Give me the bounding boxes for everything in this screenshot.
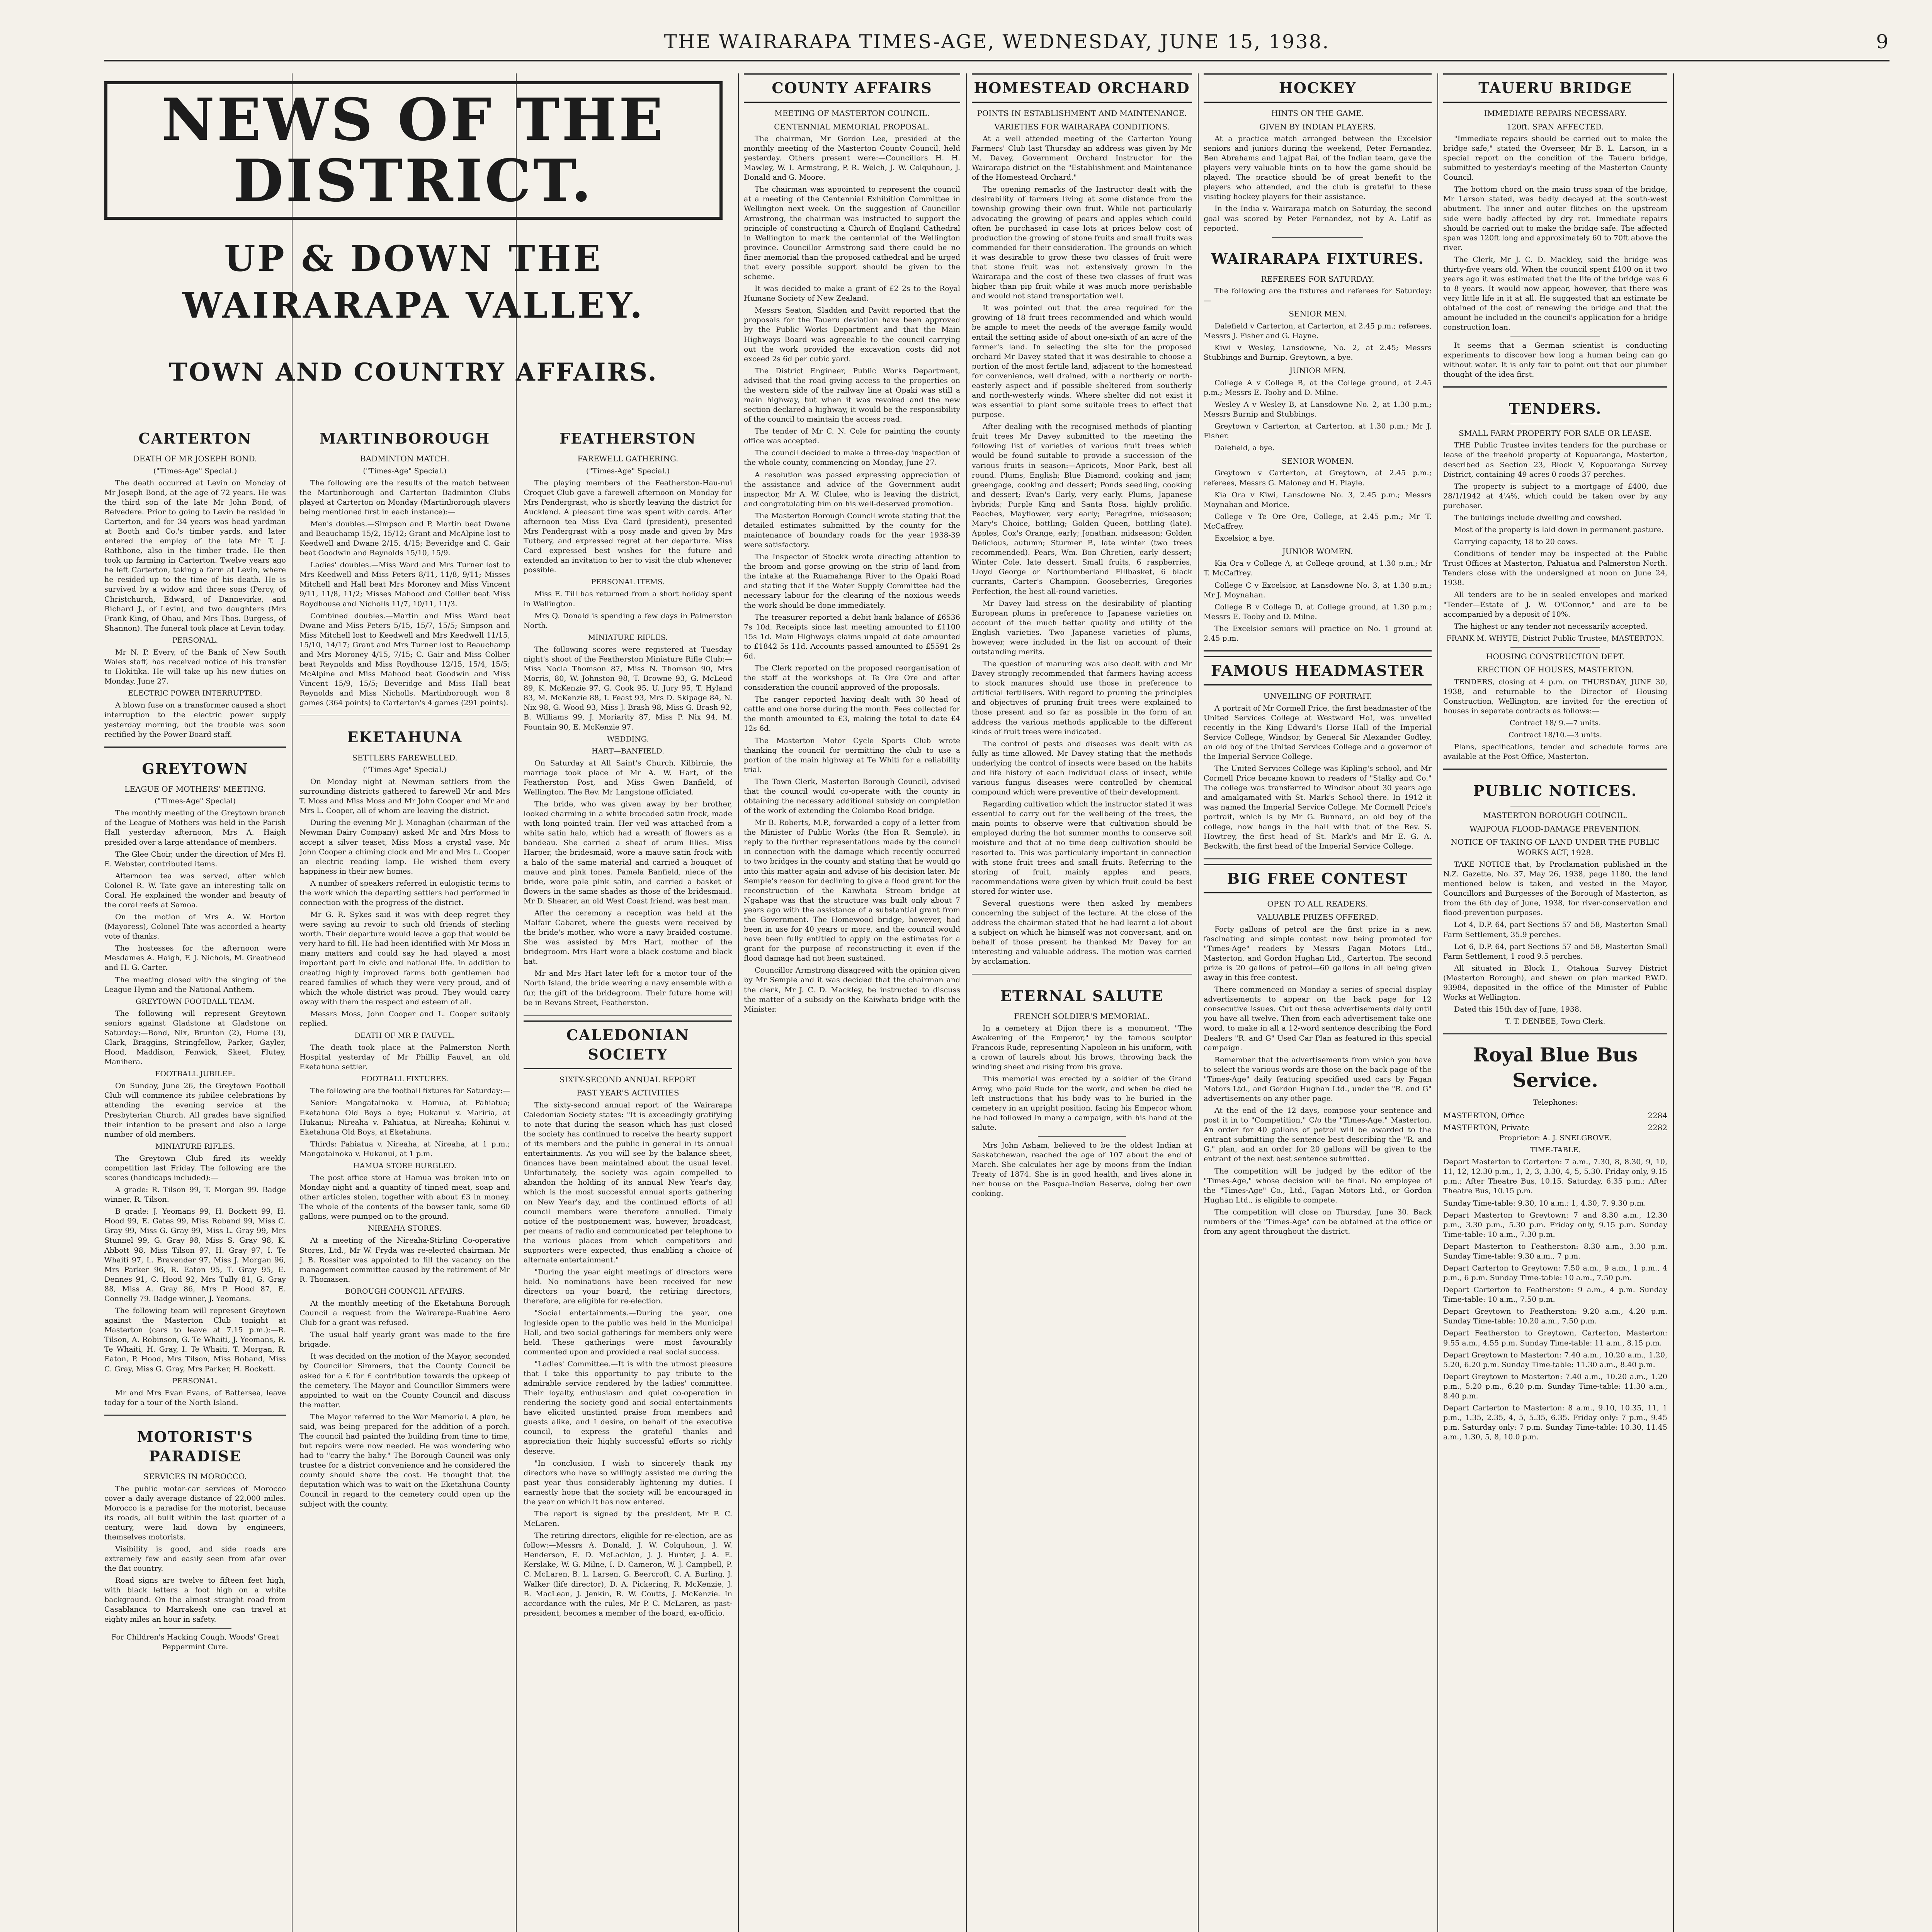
carterton-para: The death occurred at Levin on Monday of Mr Joseph Bond, at the age of 72 years. He was the third son of the late Mr John Bond, of Belvedere. Prior to going to Levin he resided in Carterton, and for 34 years was head yardman at Booth and Co.'s timber yards, and later entered the employ of the late Mr T. J. Rathbone, also in the timber trade. He then took up farming in Carterton. Twelve years ago he left Carterton, taking a farm at Levin, where he resided up to the time of his death. He is survived by a widow and three sons (Percy, of Christchurch, Edward, of Dannevirke, and Richard J., of Levin), and two daughters (Mrs Frank King, of Ohau, and Mrs Thos. Burgess, of Shannon). The funeral took place at Levin today. xyxy=(104,478,286,633)
housing-ad-para: Plans, specifications, tender and schedule forms are available at the Post Office, Masterton. xyxy=(1443,743,1667,761)
farm-ad-para: THE Public Trustee invites tenders for the purchase or lease of the freehold property at Kopuaranga, Masterton, described as Section 23, Block V, Kopuaranga Survey District, containing 49 acres 0 roods 37 perches. xyxy=(1443,441,1667,479)
asham-para: Mrs John Asham, believed to be the oldest Indian at Saskatchewan, reached the age of 107 about the end of March. She calculates her age by moons from the Indian Treaty of 1874. She is in good health, and lives alone in her house on the Pasqua-Indian Reserve, doing her own cooking. xyxy=(972,1141,1192,1198)
motorist-para: Road signs are twelve to fifteen feet high, with black letters a foot high on a white background. On the almost straight road from Casablanca to Marrakesh one can travel at eighty miles an hour in safety. xyxy=(104,1576,286,1624)
greytown-para: Afternoon tea was served, after which Colonel R. W. Tate gave an interesting talk on Coral. He explained the wonder and beauty of the coral reefs at Samoa. xyxy=(104,871,286,909)
council-notice-subtitle: WAIPOUA FLOOD-DAMAGE PREVENTION. xyxy=(1469,824,1641,833)
county-para: The Clerk reported on the proposed reorganisation of the staff at the workshops at Te Ore Ore and after consideration the council approved of the proposals. xyxy=(744,664,960,692)
council-notice-subtitle-2: NOTICE OF TAKING OF LAND UNDER THE PUBLIC WORKS ACT, 1928. xyxy=(1451,837,1660,857)
eketahuna-para: Messrs Moss, John Cooper and L. Cooper suitably replied. xyxy=(299,1009,510,1028)
caledonian-para: "In conclusion, I wish to sincerely thank my directors who have so willingly assisted me during the past year thus considerably lightening my duties. I earnestly hope that the society will be encouraged in the year on which it has now entered. xyxy=(524,1459,732,1506)
eketahuna-para: At the monthly meeting of the Eketahuna Borough Council a request from the Wairarapa-Ruahine Aero Club for a grant was refused. xyxy=(299,1299,510,1327)
fixture-item: Kia Ora v College A, at College ground, at 1.30 p.m.; Mr T. McCaffrey. xyxy=(1204,559,1432,578)
county-para: The council decided to make a three-day inspection of the whole county, commencing on Monday, June 27. xyxy=(744,449,960,467)
featherston-para: The playing members of the Featherston-Hau-nui Croquet Club gave a farewell afternoon on Monday for Mrs Pendergrast, who is shortly leaving the district for Auckland. A pleasant time was spent with cards. After afternoon tea Miss Eva Card (president), presented Mrs Pendergrast with a posy made and given by Mrs Tutbery, and expressed regret at her departure. Miss Card expressed best wishes for the future and extended an invitation to her to visit the club whenever possible. xyxy=(524,478,732,575)
notices-heading: PUBLIC NOTICES. xyxy=(1473,782,1638,800)
fixture-item: The Excelsior seniors will practice on No. 1 ground at 2.45 p.m. xyxy=(1204,624,1432,643)
masthead xyxy=(104,29,1889,61)
bus-service-heading: Royal Blue Bus Service. xyxy=(1473,1043,1638,1092)
homestead-heading: HOMESTEAD ORCHARD xyxy=(972,73,1192,103)
bus-timetable-line: Sunday Time-table: 9.30, 10 a.m.; 1, 4.30, 7, 9.30 p.m. xyxy=(1443,1199,1646,1208)
farm-ad-para: Conditions of tender may be inspected at the Public Trust Offices at Masterton, Pahiatua and Palmerston North. Tenders close with the undersigned at noon on June 24, 1938. xyxy=(1443,549,1667,587)
featherston-para: Mr and Mrs Hart later left for a motor tour of the North Island, the bride wearing a navy ensemble with a fur, the gift of the bridegroom. Their future home will be in Revans Street, Featherston. xyxy=(524,969,732,1007)
homestead-para: Several questions were then asked by members concerning the subject of the lecture. At the close of the address the chairman stated that he had learnt a lot about a subject on which he himself was not conversant, and on behalf of those present he thanked Mr Davey for an interesting and valuable address. The motion was carried by acclamation. xyxy=(972,899,1192,966)
caledonian-heading: CALEDONIAN SOCIETY xyxy=(524,1020,732,1069)
bus-proprietor: Proprietor: A. J. SNELGROVE. xyxy=(1499,1134,1612,1143)
featherston-para: WEDDING. xyxy=(607,735,649,743)
eketahuna-para: NIREAHA STORES. xyxy=(368,1224,442,1233)
motorist-para: The public motor-car services of Morocco cover a daily average distance of 22,000 miles. Morocco is a paradise for the motorist, because its roads, all built within the last quarter of a century, were laid down by engineers, themselves motorists. xyxy=(104,1484,286,1541)
eternal-para: In a cemetery at Dijon there is a monument, "The Awakening of the Emperor," by the famous sculptor Francois Rude, representing Napoleon in his uniform, with a crown of laurels about his brows, throwing back the winding sheet and rising from his grave. xyxy=(972,1024,1192,1071)
housing-ad-para: Contract 18/10.—3 units. xyxy=(1508,731,1602,740)
eketahuna-para: FOOTBALL FIXTURES. xyxy=(361,1075,449,1083)
council-notice-para: Dated this 15th day of June, 1938. xyxy=(1454,1005,1582,1014)
county-para: The chairman, Mr Gordon Lee, presided at the monthly meeting of the Masterton County Council, held yesterday. Others present were:—Councillors H. H. Mawley, W. I. Armstrong, P. R. Welch, J. W. Colquhoun, J. Donald and G. Moore. xyxy=(744,134,960,182)
fixture-item: College A v College B, at the College ground, at 2.45 p.m.; Messrs E. Tooby and D. Milne. xyxy=(1204,378,1432,397)
county-para: The treasurer reported a debit bank balance of £6536 7s 10d. Receipts since last meeting amounted to £1100 15s 1d. Main Highways claims unpaid at date amounted to £1842 5s 11d. Accounts passed amounted to £5591 2s 6d. xyxy=(744,613,960,660)
bus-timetable-line: Depart Greytown to Masterton: 7.40 a.m., 10.20 a.m., 1.20, 5.20, 6.20 p.m. Sunday Time-table: 11.30 a.m., 8.40 p.m. xyxy=(1443,1350,1667,1369)
eternal-heading: ETERNAL SALUTE xyxy=(1000,987,1163,1005)
column-6 xyxy=(1204,73,1432,1932)
divider xyxy=(1443,1033,1667,1034)
homestead-para: The control of pests and diseases was dealt with as fully as time allowed. Mr Davey stating that the methods underlying the control of insects were based on the habits and life history of each individual class of insect, while various fungus diseases were controlled by chemical compound which were preventive of their development. xyxy=(972,739,1192,797)
farm-ad-title: SMALL FARM PROPERTY FOR SALE OR LEASE. xyxy=(1459,428,1652,438)
cough-cure-ad: For Children's Hacking Cough, Woods' Great Peppermint Cure. xyxy=(111,1633,279,1651)
farm-ad-signature: FRANK M. WHYTE, District Public Trustee, MASTERTON. xyxy=(1446,634,1664,643)
farm-ad-para: Most of the property is laid down in permanent pasture. xyxy=(1454,525,1664,534)
contest-para: The competition will be judged by the editor of the "Times-Age," whose decision will be final. No employee of the "Times-Age" Co., Ltd., Fagan Motors Ltd., or Gordon Hughan Ltd., is eligible to compete. xyxy=(1204,1167,1432,1204)
caledonian-para: The sixty-second annual report of the Wairarapa Caledonian Society states: "It is exceedingly gratifying to note that during the season which has just closed the society has continued to receive the hearty support of its members and the public in general in its annual entertainments. As you will see by the balance sheet, finances have been maintained about the usual level. Unfortunately, the society was again compelled to abandon the holding of its annual New Year's day, which is the most successful annual sports gathering on New Year's day, and the continued efforts of all council members were therefore annulled. Timely notice of the postponement was, however, broadcast, per means of radio and communicated per telephone to the various places from which competitors and supporters were expected, thus enabling a choice of alternate entertainment." xyxy=(524,1100,732,1265)
bus-telephones-label: Telephones: xyxy=(1533,1098,1578,1107)
fixture-item: Greytown v Carterton, at Carterton, at 1.30 p.m.; Mr J. Fisher. xyxy=(1204,422,1432,440)
featherston-para: After the ceremony a reception was held at the Malfair Cabaret, where the guests were received by the bride's mother, who wore a navy braided costume. She was assisted by Mrs Hart, mother of the bridegroom. Mrs Hart wore a black costume and black hat. xyxy=(524,908,732,966)
motorist-para: Visibility is good, and side roads are extremely few and easily seen from afar over the flat country. xyxy=(104,1544,286,1573)
contest-heading: BIG FREE CONTEST xyxy=(1204,864,1432,893)
homestead-para: Regarding cultivation which the instructor stated it was essential to carry out for the wellbeing of the trees, the main points to observe were that cultivation should be employed during the hot summer months to conserve soil moisture and that at no time deep cultivation should be resorted to. This was particularly important in connection with stone fruit trees and small fruits. Referring to the storing of fruit, mainly apples and pears, recommendations were given by which fruit could be best stored for winter use. xyxy=(972,800,1192,896)
bus-phone-label: MASTERTON, Office xyxy=(1443,1111,1524,1121)
taueru-subheading-2: 120ft. SPAN AFFECTED. xyxy=(1507,122,1604,131)
martinborough-heading: MARTINBOROUGH xyxy=(319,430,490,447)
greytown-para: The monthly meeting of the Greytown branch of the League of Mothers was held in the Parish Hall yesterday afternoon, Mrs A. Haigh presided over a large attendance of members. xyxy=(104,809,286,847)
district-banner xyxy=(104,81,723,429)
housing-ad-para: Contract 18/ 9.—7 units. xyxy=(1509,718,1601,727)
eketahuna-para: The Mayor referred to the War Memorial. A plan, he said, was being prepared for the addition of a porch. The council had painted the building from time to time, but repairs were now needed. He was wondering who had to "carry the baby." The Borough Council was only trustee for a district convenience and he considered the county should share the cost. He thought that the deputation which was to wait on the Eketahuna County Council in regard to the cemetery could open up the subject with the county. xyxy=(299,1412,510,1509)
divider xyxy=(1443,769,1667,770)
eketahuna-para: BOROUGH COUNCIL AFFAIRS. xyxy=(345,1287,465,1296)
greytown-para: On the motion of Mrs A. W. Horton (Mayoress), Colonel Tate was accorded a hearty vote of thanks. xyxy=(104,913,286,941)
eketahuna-para: The death took place at the Palmerston North Hospital yesterday of Mr Phillip Fauvel, an old Eketahuna settler. xyxy=(299,1043,510,1071)
featherston-para: Miss E. Till has returned from a short holiday spent in Wellington. xyxy=(524,590,732,608)
caledonian-para: The report is signed by the president, Mr P. C. McLaren. xyxy=(524,1509,732,1528)
fixtures-group-heading: SENIOR MEN. xyxy=(1289,309,1347,319)
bus-timetable-line: Depart Masterton to Featherston: 8.30 a.m., 3.30 p.m. Sunday Time-table: 9.30 a.m., 7 p.m. xyxy=(1443,1242,1667,1260)
greytown-para: On Sunday, June 26, the Greytown Football Club will commence its jubilee celebrations by attending the evening service at the Presbyterian Church. All grades have signified their intention to be present and also a large number of old members. xyxy=(104,1082,286,1139)
page-number: 9 xyxy=(1876,31,1889,53)
council-notice-para: Lot 6, D.P. 64, part Sections 57 and 58, Masterton Small Farm Settlement, 1 rood 9.5 perches. xyxy=(1443,942,1667,961)
housing-ad-para: TENDERS, closing at 4 p.m. on THURSDAY, JUNE 30, 1938, and returnable to the Director of Housing Construction, Wellington, are invited for the erection of houses in separate contracts as follows:— xyxy=(1443,677,1667,715)
homestead-para: The question of manuring was also dealt with and Mr Davey strongly recommended that farmers having access to stock manures should use those in preference to artificial fertilisers. With regard to pruning the principles and objectives of pruning fruit trees were explained to those present and so far as possible in the form of an address the various methods applicable to the different kinds of fruit trees were indicated. xyxy=(972,660,1192,736)
county-subheading: MEETING OF MASTERTON COUNCIL. xyxy=(774,109,930,118)
fixture-item: College B v College D, at College ground, at 1.30 p.m.; Messrs E. Tooby and D. Milne. xyxy=(1204,602,1432,621)
carterton-para: Mr N. P. Every, of the Bank of New South Wales staff, has received notice of his transfer to Hokitika. He will take up his new duties on Monday, June 27. xyxy=(104,648,286,686)
column-rule xyxy=(738,73,739,1932)
fixture-item: College v Te Ore Ore, College, at 2.45 p.m.; Mr T. McCaffrey. xyxy=(1204,512,1432,531)
divider xyxy=(159,1628,231,1629)
fixture-item: College C v Excelsior, at Lansdowne No. 3, at 1.30 p.m.; Mr J. Moynahan. xyxy=(1204,581,1432,599)
greytown-para: The meeting closed with the singing of the League Hymn and the National Anthem. xyxy=(104,975,286,994)
county-para: The Masterton Borough Council wrote stating that the detailed estimates submitted by the county for the maintenance of boundary roads for the year 1938-39 were satisfactory. xyxy=(744,511,960,549)
homestead-para: After dealing with the recognised methods of planting fruit trees Mr Davey submitted to the meeting the following list of varieties of various fruit trees which would be found suitable to provide a succession of the various fruits in season:—Apricots, Moor Park, best all round. Plums, English; Blue Diamond, cooking and jam; greengage, cooking and dessert; Ponds seedling, cooking and dessert; Evan's Early, very early. Plums, Japanese hybrids; Purple King and Santa Rosa, highly prolific. Peaches, Mayflower, very early; Peregrine, midseason; Mary's Choice, bottling; Golden Queen, bottling (late). Apples, Cox's Orange, early; Jonathan, midseason; Golden Delicious, autumn; Sturmer P., late winter (two trees recommended). Pears, Wm. Bon Chretien, early dessert; Winter Cole, late dessert. Small fruits, 6 raspberries, Lloyd George or Northumberland Fillbasket, 6 black currants, Carter's Champion. Gooseberries, Gregories Perfection, the best all-round varieties. xyxy=(972,422,1192,596)
bus-timetable-line: Depart Carterton to Featherston: 9 a.m., 4 p.m. Sunday Time-table: 10 a.m., 7.50 p.m. xyxy=(1443,1286,1667,1304)
county-para: The chairman was appointed to represent the council at a meeting of the Centennial Exhibition Committee in Wellington next week. On the suggestion of Councillor Armstrong, the chairman was instructed to support the principle of constructing a Church of England Cathedral in Wellington to mark the centennial of the Wellington province. Councillor Armstrong said there could be no finer memorial than the proposed cathedral and he urged that every possible support should be given to the scheme. xyxy=(744,185,960,281)
eketahuna-para: Thirds: Pahiatua v. Nireaha, at Nireaha, at 1 p.m.; Mangatainoka v. Hukanui, at 1 p.m. xyxy=(299,1139,510,1158)
fixtures-group-heading: JUNIOR MEN. xyxy=(1289,366,1346,376)
caledonian-para: "Social entertainments.—During the year, one Ingleside open to the public was held in the Municipal Hall, and two social gatherings for members only were held. These gatherings were most favourably commented upon and provided a real social success. xyxy=(524,1309,732,1356)
bus-timetable-line: Depart Carterton to Masterton: 8 a.m., 9.10, 10.35, 11, 1 p.m., 1.35, 2.35, 4, 5, 5.35, 6.35. Friday only: 7 p.m., 9.45 p.m. Saturday only: 7 p.m. Sunday Time-table: 10.30, 11.45 a.m., 1.30, 5, 8, 10.0 p.m. xyxy=(1443,1404,1667,1442)
headmaster-subheading: UNVEILING OF PORTRAIT. xyxy=(1263,691,1372,701)
fixture-item: Greytown v Carterton, at Greytown, at 2.45 p.m.; referees, Messrs G. Maloney and H. Playle. xyxy=(1204,469,1432,487)
eketahuna-para: ("Times-Age" Special.) xyxy=(363,765,447,774)
column-4 xyxy=(744,73,960,1932)
featherston-para: On Saturday at All Saint's Church, Kilbirnie, the marriage took place of Mr A. W. Hart, of the Featherston Post, and Miss Gwen Banfield, of Wellington. The Rev. Mr Langstone officiated. xyxy=(524,759,732,796)
eketahuna-para: DEATH OF MR P. FAUVEL. xyxy=(354,1031,455,1040)
caledonian-para: "Ladies' Committee.—It is with the utmost pleasure that I take this opportunity to pay tribute to the admirable service rendered by the ladies' committee. Their loyalty, enthusiasm and quiet co-operation in rendering the society good and social entertainments have elicited unstinted praise from members and guests alike, and I desire, on behalf of the executive council, to express the grateful thanks and appreciation their highly successful efforts so richly deserve. xyxy=(524,1359,732,1456)
bus-timetable-line: Depart Featherston to Greytown, Carterton, Masterton: 9.55 a.m., 4.55 p.m. Sunday Time-table: 11 a.m., 8.15 p.m. xyxy=(1443,1329,1667,1347)
greytown-heading: GREYTOWN xyxy=(142,760,248,777)
homestead-subheading: POINTS IN ESTABLISHMENT AND MAINTENANCE. xyxy=(977,109,1187,118)
bus-timetable-line: Depart Masterton to Carterton: 7 a.m., 7.30, 8, 8.30, 9, 10, 11, 12, 12.30 p.m., 1, 2, 3, 3.30, 4, 5, 5.30. Friday only, 9.15 p.m.; After Theatre Bus, 10.15. Saturday, 6.35 p.m.; After Theatre Bus, 10.15 p.m. xyxy=(1443,1158,1667,1196)
county-para: The ranger reported having dealt with 30 head of cattle and one horse during the month. Fees collected for the month amounted to £3, making the total to date £4 12s 6d. xyxy=(744,695,960,733)
county-subheading-2: CENTENNIAL MEMORIAL PROPOSAL. xyxy=(774,122,930,131)
column-5 xyxy=(972,73,1192,1932)
contest-para: There commenced on Monday a series of special display advertisements to appear on the back page for 12 consecutive issues. Cut out these advertisements daily until you have all twelve. Then from each advertisement take one word, to make in all a 12-word sentence describing the Ford Dealers "R. and G" Used Car Plan as featured in this special campaign. xyxy=(1204,985,1432,1052)
column-rule xyxy=(1673,73,1674,1932)
carterton-para: ELECTRIC POWER INTERRUPTED. xyxy=(128,689,262,698)
column-rule xyxy=(966,73,967,1932)
bus-phone-table xyxy=(1443,1110,1667,1133)
contest-para: At the end of the 12 days, compose your sentence and post it in to "Competition," C/o the "Times-Age." Masterton. An order for 40 gallons of petrol will be awarded to the entrant submitting the sentence best describing the "R. and G." plan, and an order for 20 gallons will be given to the entrant of the next best sentence submitted. xyxy=(1204,1106,1432,1163)
farm-ad-para: Carrying capacity, 18 to 20 cows. xyxy=(1454,537,1578,546)
featherston-para: The following scores were registered at Tuesday night's shoot of the Featherston Miniature Rifle Club:—Miss Nocla Thomson 87, Miss N. Thomson 90, Mrs Morris, 80, W. Johnston 98, T. Browne 93, G. McLeod 89, K. McKenzie 97, G. Cook 95, U. Jury 95, T. Hyland 83, M. McKenzie 88, I. Feast 93, Mrs D. Skipage 84, N. Nix 98, G. Wood 93, Miss J. Brash 98, Miss G. Brash 92, B. Williams 99, J. Moriarity 87, Miss P. Nix 94, M. Fountain 90, E. McKenzie 97. xyxy=(524,645,732,731)
headmaster-heading: FAMOUS HEADMASTER xyxy=(1204,656,1432,685)
homestead-para: Mr Davey laid stress on the desirability of planting European plums in preference to Japanese varieties on account of the much better quality and utility of the English varieties. Two Japanese varieties of plums, however, were included in the list on account of their outstanding merits. xyxy=(972,599,1192,656)
caledonian-para: The retiring directors, eligible for re-election, are as follow:—Messrs A. Donald, J. W. Colquhoun, J. W. Henderson, E. D. McLachlan, J. J. Hunter, J. A. E. Kerslake, W. G. Milne, I. D. Cameron, W. J. Campbell, P. C. McLaren, B. L. Larsen, G. Beercroft, C. A. Burling, J. Walker (life director), D. A. Pickering, R. McKenzie, J. B. MacLean, J. Jenkin, R. W. Coutts, J. McKenzie. In accordance with the rules, Mr P. C. McLaren, as past-president, becomes a member of the board, ex-officio. xyxy=(524,1531,732,1617)
contest-para: Remember that the advertisements from which you have to select the various words are those on the back page of the "Times-Age" daily featuring specified used cars by Fagan Motors Ltd., and Gordon Hughan Ltd., under the "R. and G" advertisements on any other page. xyxy=(1204,1055,1432,1103)
greytown-para: The hostesses for the afternoon were Mesdames A. Haigh, F. J. Nichols, M. Greathead and H. G. Carter. xyxy=(104,944,286,972)
caledonian-subheading-2: PAST YEAR'S ACTIVITIES xyxy=(577,1088,679,1098)
county-para: The tender of Mr C. N. Cole for painting the county office was accepted. xyxy=(744,427,960,446)
featherston-heading: FEATHERSTON xyxy=(560,430,696,447)
news-of-district-headline: NEWS OF THE DISTRICT. xyxy=(104,81,723,220)
eketahuna-para: HAMUA STORE BURGLED. xyxy=(353,1161,456,1170)
bus-phone-number: 2282 xyxy=(1648,1122,1667,1132)
greytown-para: Mr and Mrs Evan Evans, of Battersea, leave today for a tour of the North Island. xyxy=(104,1388,286,1407)
greytown-para: B grade: J. Yeomans 99, H. Bockett 99, H. Hood 99, E. Gates 99, Miss Roband 99, Miss C. Gray 99, Miss G. Gray 99, Miss L. Gray 99, Mrs Stunnel 99, G. Gray 98, Miss S. Gray 98, K. Abbott 98, Miss Tilson 97, H. Gray 97, I. Te Whaiti 97, L. Bravender 97, Miss J. Morgan 96, Mrs Parker 96, R. Eaton 95, T. Gray 95, E. Dennes 91, C. Hood 92, Mrs Tully 81, G. Gray 88, Miss A. Gray 86, Mrs P. Hood 87, E. Connelly 79. Badge winner, J. Yeomans. xyxy=(104,1207,286,1303)
farm-ad-para: The buildings include dwelling and cowshed. xyxy=(1454,513,1622,522)
fixture-item: Kiwi v Wesley, Lansdowne, No. 2, at 2.45; Messrs Stubbings and Burnip. Greytown, a bye. xyxy=(1204,343,1432,362)
eketahuna-para: Senior: Mangatainoka v. Hamua, at Pahiatua; Eketahuna Old Boys a bye; Hukanui v. Mariria, at Hukanui; Nireaha v. Pahiatua, at Nireaha; Kohinui v. Eketahuna Old Boys, at Eketahuna. xyxy=(299,1099,510,1136)
homestead-para: At a well attended meeting of the Carterton Young Farmers' Club last Thursday an address was given by Mr M. Davey, Government Orchard Instructor for the Wairarapa district on the "Establishment and Maintenance of the Homestead Orchard." xyxy=(972,134,1192,182)
eketahuna-para: The following are the football fixtures for Saturday:— xyxy=(310,1087,510,1095)
eternal-subheading: FRENCH SOLDIER'S MEMORIAL. xyxy=(1014,1011,1150,1021)
headmaster-para: A portrait of Mr Cormell Price, the first headmaster of the United Services College at Westward Ho!, was unveiled recently in the King Edward's Horse Hall of the Imperial Service College, Windsor, by General Sir Alexander Godley, an old boy of the United Services College and a governor of the Imperial Service College. xyxy=(1204,704,1432,761)
greytown-para: PERSONAL. xyxy=(172,1376,218,1385)
council-notice-title: MASTERTON BOROUGH COUNCIL. xyxy=(1483,811,1628,820)
eketahuna-para: During the evening Mr J. Monaghan (chairman of the Newman Dairy Company) asked Mr and Mrs Moss to accept a silver teaset, Miss Moss a crystal vase, Mr John Cooper a chiming clock and Mr and Mrs L. Cooper an electric reading lamp. He wished them every happiness in their new homes. xyxy=(299,818,510,876)
hockey-heading: HOCKEY xyxy=(1204,73,1432,103)
greytown-para: The following team will represent Greytown against the Masterton Club tonight at Masterton (cars to leave at 7.15 p.m.):—R. Tilson, A. Robinson, G. Te Whaiti, J. Yeomans, R. Te Whaiti, H. Gray, I. Te Whaiti, T. Morgan, R. Eaton, P. Hood, Mrs Tilson, Miss Roband, Miss C. Gray, Miss G. Gray, Mrs Parker, H. Bockett. xyxy=(104,1306,286,1373)
martinborough-subheading: BADMINTON MATCH. xyxy=(360,454,449,464)
taueru-para: The bottom chord on the main truss span of the bridge, Mr Larson stated, was badly decayed at the south-west abutment. The inner and outer flitches on the upstream side were badly affected by dry rot. Immediate repairs should be carried out to make the bridge safe. The affected span was 120ft long and approximately 60 to 70ft above the river. xyxy=(1443,185,1667,252)
featherston-para: MINIATURE RIFLES. xyxy=(588,633,668,642)
farm-ad-para: All tenders are to be in sealed envelopes and marked "Tender—Estate of J. W. O'Connor," and are to be accompanied by a deposit of 10%. xyxy=(1443,590,1667,619)
eketahuna-para: Mr G. R. Sykes said it was with deep regret they were saying au revoir to such old friends of sterling worth. Their departure would leave a gap that would be very hard to fill. He had been identified with Mr Moss in many matters and could say he had played a most important part in civic and national life. In addition to creating highly improved farms both gentlemen had reared families of which they were very proud, and of which the whole district was proud. They would carry away with them the respect and esteem of all. xyxy=(299,910,510,1006)
column-7 xyxy=(1443,73,1667,1932)
council-notice-para: TAKE NOTICE that, by Proclamation published in the N.Z. Gazette, No. 37, May 26, 1938, page 1180, the land mentioned below is taken, and vested in the Mayor, Councillors and Burgesses of the Borough of Masterton, as from the 6th day of June, 1938, for river-conservation and flood-prevention purposes. xyxy=(1443,860,1667,917)
column-rule xyxy=(1437,73,1438,1932)
greytown-para: A grade: R. Tilson 99, T. Morgan 99. Badge winner, R. Tilson. xyxy=(104,1185,286,1204)
eketahuna-para: It was decided on the motion of the Mayor, seconded by Councillor Simmers, that the County Council be asked for a £ for £ contribution towards the upkeep of the cemetery. The Mayor and Councillor Simmers were appointed to wait on the County Council and discuss the matter. xyxy=(299,1352,510,1409)
carterton-subheading: DEATH OF MR JOSEPH BOND. xyxy=(133,454,257,464)
divider xyxy=(104,747,286,748)
fixtures-group-heading: SENIOR WOMEN. xyxy=(1281,456,1354,466)
county-para: Messrs Seaton, Sladden and Pavitt reported that the proposals for the Taueru deviation have been approved by the Public Works Department and that the Main Highways Board was agreeable to the council carrying out the work provided the excavation costs did not exceed 2s 6d per cubic yard. xyxy=(744,306,960,363)
town-and-country-headline: TOWN AND COUNTRY AFFAIRS. xyxy=(169,357,658,387)
council-notice-para: Lot 4, D.P. 64, part Sections 57 and 58, Masterton Small Farm Settlement, 35.9 perches. xyxy=(1443,920,1667,939)
farm-ad-para: The highest or any tender not necessarily accepted. xyxy=(1454,622,1648,631)
county-para: Councillor Armstrong disagreed with the opinion given by Mr Semple and it was decided that the chairman and the clerk, Mr J. C. D. Mackley, be instructed to discuss the matter of a subsidy on the Kaiwhata bridge with the Minister. xyxy=(744,966,960,1014)
homestead-para: The opening remarks of the Instructor dealt with the desirability of farmers living at some distance from the township growing their own fruit. While not particularly advocating the growing of pears and apples which could often be purchased in case lots at prices below cost of production the growing of stone fruits and small fruits was commended for their consideration. The grounds on which it was desirable to grow these two classes of fruit were that stone fruit was not extensively grown in the Wairarapa and the cost of these two classes of fruit was higher than pip fruit while it was much more perishable and would not stand transportation well. xyxy=(972,185,1192,301)
county-para: The District Engineer, Public Works Department, advised that the road giving access to the properties on the western side of the railway line at Opaki was still a main highway, but when it was revoked and the new section declared a highway, it would be the responsibility of the council to maintain the access road. xyxy=(744,366,960,424)
divider xyxy=(1510,647,1600,648)
greytown-para: ("Times-Age" Special) xyxy=(154,797,236,806)
bus-phone-number: 2284 xyxy=(1648,1111,1667,1121)
greytown-para: MINIATURE RIFLES. xyxy=(155,1142,235,1151)
taueru-heading: TAUERU BRIDGE xyxy=(1443,73,1667,103)
featherston-para: The bride, who was given away by her brother, looked charming in a white brocaded satin frock, made with long pointed train. Her veil was attached from a white satin halo, which had a wreath of flowers as a bandeau. She carried a sheaf of arum lilies. Miss Harper, the bridesmaid, wore a mauve satin frock with a halo of the same material and carried a bouquet of mauve and pink tones. Pamela Banfield, niece of the bride, wore pale pink satin, and carried a basket of flowers in the same shades as those of the bridesmaid. Mr D. Shearer, an old West Coast friend, was best man. xyxy=(524,800,732,905)
fixture-item: Dalefield, a bye. xyxy=(1214,443,1275,452)
column-rule xyxy=(1198,73,1199,1932)
fixtures-intro: The following are the fixtures and referees for Saturday:— xyxy=(1204,287,1432,305)
featherston-subheading: FAREWELL GATHERING. xyxy=(577,454,679,464)
featherston-para: HART—BANFIELD. xyxy=(591,747,664,755)
contest-subheading: OPEN TO ALL READERS. xyxy=(1267,899,1368,908)
homestead-para: It was pointed out that the area required for the growing of 18 fruit trees recommended and which would be ample to meet the needs of the average family would entail the setting aside of about one-sixth of an acre of the farmer's land. In selecting the site for the proposed orchard Mr Davey stated that it was desirable to choose a portion of the most fertile land, adjacent to the homestead for convenience, well drained, with a northerly or north-easterly aspect and if possible sheltered from southerly and north-westerly winds. Where shelter did not exist it was essential to plant some suitable trees to effect that purpose. xyxy=(972,304,1192,419)
bus-timetable-line: Depart Carterton to Greytown: 7.50 a.m., 9 a.m., 1 p.m., 4 p.m., 6 p.m. Sunday Time-table: 10 a.m., 7.50 p.m. xyxy=(1443,1264,1667,1282)
bus-timetable-line: Depart Masterton to Greytown: 7 and 8.30 a.m., 12.30 p.m., 3.30 p.m., 5.30 p.m. Friday only, 9.15 p.m. Sunday Time-table: 10 a.m., 7.30 p.m. xyxy=(1443,1211,1667,1239)
housing-ad-subtitle: ERECTION OF HOUSES, MASTERTON. xyxy=(1477,665,1634,675)
bus-timetable-line: Depart Greytown to Masterton: 7.40 a.m., 10.20 a.m., 1.20 p.m., 5.20 p.m., 6.20 p.m. Sunday Time-table: 11.30 a.m., 8.40 p.m. xyxy=(1443,1372,1667,1400)
county-para: A resolution was passed expressing appreciation of the assistance and advice of the Government audit inspector, Mr A. W. Clulee, who is leaving the district, and congratulating him on his well-deserved promotion. xyxy=(744,470,960,508)
eketahuna-para: A number of speakers referred in eulogistic terms to the work which the departing settlers had performed in connection with the progress of the district. xyxy=(299,879,510,907)
divider xyxy=(104,1415,286,1416)
up-and-down-headline: UP & DOWN THE WAIRARAPA VALLEY. xyxy=(182,238,645,327)
featherston-para: Mrs Q. Donald is spending a few days in Palmerston North. xyxy=(524,611,732,630)
carterton-heading: CARTERTON xyxy=(138,430,252,447)
county-para: The Town Clerk, Masterton Borough Council, advised that the council would co-operate with the county in obtaining the necessary additional subsidy on completion of the work of extending the Colombo Road bridge. xyxy=(744,777,960,815)
divider xyxy=(1204,858,1432,859)
taueru-para: It seems that a German scientist is conducting experiments to discover how long a human being can go without water. It is only fair to point out that our plumber thought of the idea first. xyxy=(1443,341,1667,379)
caledonian-subheading: SIXTY-SECOND ANNUAL REPORT xyxy=(559,1075,697,1084)
greytown-subheading: LEAGUE OF MOTHERS' MEETING. xyxy=(124,784,266,794)
homestead-subheading-2: VARIETIES FOR WAIRARAPA CONDITIONS. xyxy=(994,122,1170,131)
bus-timetable-line: Depart Greytown to Featherston: 9.20 a.m., 4.20 p.m. Sunday Time-table: 10.20 a.m., 7.50 p.m. xyxy=(1443,1307,1667,1326)
carterton-para: ("Times-Age" Special.) xyxy=(153,466,237,475)
greytown-para: The Greytown Club fired its weekly competition last Friday. The following are the scores (handicaps included):— xyxy=(104,1154,286,1182)
eketahuna-para: The post office store at Hamua was broken into on Monday night and a quantity of tinned meat, soap and other articles stolen, together with about £3 in money. The whole of the contents of the bowser tank, some 60 gallons, were pumped on to the ground. xyxy=(299,1173,510,1221)
bus-phone-label: MASTERTON, Private xyxy=(1443,1122,1529,1132)
eketahuna-para: The usual half yearly grant was made to the fire brigade. xyxy=(299,1330,510,1349)
fixture-item: Dalefield v Carterton, at Carterton, at 2.45 p.m.; referees, Messrs J. Fisher and G. Hayne. xyxy=(1204,321,1432,340)
taueru-subheading: IMMEDIATE REPAIRS NECESSARY. xyxy=(1484,109,1627,118)
hockey-para: In the India v. Wairarapa match on Saturday, the second goal was scored by Peter Fernandez, not by A. Latif as reported. xyxy=(1204,204,1432,233)
column-3 xyxy=(524,417,732,1932)
motorist-heading: MOTORIST'S PARADISE xyxy=(137,1428,253,1465)
taueru-para: "Immediate repairs should be carried out to make the bridge safe," stated the Overseer, Mr B. L. Larson, in a special report on the condition of the Taueru bridge, submitted to yesterday's meeting of the Masterton County Council. xyxy=(1443,134,1667,182)
greytown-para: The Glee Choir, under the direction of Mrs H. E. Webster, contributed items. xyxy=(104,850,286,868)
divider xyxy=(1443,386,1667,388)
housing-ad-title: HOUSING CONSTRUCTION DEPT. xyxy=(1486,651,1624,661)
martinborough-para: The following are the results of the match between the Martinborough and Carterton Badminton Clubs played at Carterton on Monday (Martinborough players being mentioned first in each instance):— xyxy=(299,478,510,516)
county-para: Mr B. Roberts, M.P., forwarded a copy of a letter from the Minister of Public Works (the Hon R. Semple), in reply to the further representations made by the council in connection with the damage which recently occurred to two bridges in the county and stating that he would go into this matter again and advise of his decision later. Mr Semple's reason for declining to give a flood grant for the reconstruction of the Kaiwhata Stream bridge at Ngahape was that the structure was built only about 7 years ago with the assistance of a substantial grant from the Government. The Homewood bridge, however, had been in use for 40 years or more, and the council would have been fully entitled to apply on the estimates for a grant for the purpose of reconstructing it even if the flood damage had not been sustained. xyxy=(744,818,960,963)
greytown-para: GREYTOWN FOOTBALL TEAM. xyxy=(135,997,255,1006)
county-heading: COUNTY AFFAIRS xyxy=(744,73,960,103)
hockey-para: At a practice match arranged between the Excelsior seniors and juniors during the weekend, Peter Fernandez, Ben Abrahams and Lajpat Rai, of the Indian team, gave the players very valuable hints on to how the game should be played. The practice should be of great benefit to the players who attended, and the club is grateful to these visiting hockey players for their assistance. xyxy=(1204,134,1432,201)
council-notice-para: All situated in Block I., Otahoua Survey District (Masterton Borough), and shewn on plan marked P.W.D. 93984, deposited in the office of the Minister of Public Works at Wellington. xyxy=(1443,964,1667,1002)
divider xyxy=(524,1015,732,1016)
county-para: The Inspector of Stockk wrote directing attention to the broom and gorse growing on the strip of land from the intake at the Ruamahanga River to the Opaki Road and stating that if the Water Supply Committee had the necessary labour for the clearing of the noxious weeds the work should be done immediately. xyxy=(744,553,960,610)
caledonian-para: "During the year eight meetings of directors were held. No nominations have been received for new directors on your board, the retiring directors, therefore, are eligible for re-election. xyxy=(524,1268,732,1306)
eketahuna-para: At a meeting of the Nireaha-Stirling Co-operative Stores, Ltd., Mr W. Fryda was re-elected chairman. Mr J. B. Rossiter was appointed to fill the vacancy on the management committee caused by the retirement of Mr R. Thomasen. xyxy=(299,1236,510,1284)
eketahuna-para: On Monday night at Newman settlers from the surrounding districts gathered to farewell Mr and Mrs T. Moss and Miss Moss and Mr John Cooper and Mr and Mrs L. Cooper, all of whom are leaving the district. xyxy=(299,777,510,815)
divider xyxy=(1204,650,1432,651)
contest-subheading-2: VALUABLE PRIZES OFFERED. xyxy=(1257,912,1379,922)
greytown-para: FOOTBALL JUBILEE. xyxy=(155,1070,235,1078)
carterton-para: PERSONAL. xyxy=(172,636,218,645)
featherston-para: PERSONAL ITEMS. xyxy=(591,578,665,587)
fixtures-group-heading: JUNIOR WOMEN. xyxy=(1282,547,1353,556)
bus-phone-row xyxy=(1443,1122,1667,1133)
carterton-para: A blown fuse on a transformer caused a short interruption to the electric power supply yesterday morning, but the trouble was soon rectified by the Power Board staff. xyxy=(104,701,286,739)
eketahuna-subheading: SETTLERS FAREWELLED. xyxy=(352,753,457,762)
divider xyxy=(299,715,510,716)
farm-ad-para: The property is subject to a mortgage of £400, due 28/1/1942 at 4¼%, which could be taken over by any purchaser. xyxy=(1443,482,1667,510)
divider xyxy=(972,974,1192,975)
divider xyxy=(1272,237,1363,238)
greytown-para: The following will represent Greytown seniors against Gladstone at Gladstone on Saturday:—Bond, Nix, Brunton (2), Hume (3), Clark, Braggins, Stringfellow, Parker, Gayler, Hood, Maddison, Fenwick, Skeet, Flutey, Manihera. xyxy=(104,1009,286,1066)
county-para: The Masterton Motor Cycle Sports Club wrote thanking the council for permitting the club to use a portion of the main highway at Te Whiti for a reliability trial. xyxy=(744,736,960,774)
eternal-para: This memorial was erected by a soldier of the Grand Army, who paid Rude for the work, and when he died he left instructions that his body was to be buried in the cemetery in an upright position, facing his Emperor whom he had followed in many a campaign, with his hand at the salute. xyxy=(972,1075,1192,1132)
tenders-heading: TENDERS. xyxy=(1509,400,1602,417)
motorist-subheading: SERVICES IN MOROCCO. xyxy=(143,1472,247,1481)
contest-para: The competition will close on Thursday, June 30. Back numbers of the "Times-Age" can be obtained at the office or from any agent throughout the district. xyxy=(1204,1208,1432,1236)
featherston-para: ("Times-Age" Special.) xyxy=(586,466,670,475)
fixture-item: Wesley A v Wesley B, at Lansdowne No. 2, at 1.30 p.m.; Messrs Burnip and Stubbings. xyxy=(1204,400,1432,418)
council-notice-signature: T. T. DENBEE, Town Clerk. xyxy=(1505,1017,1605,1026)
fixtures-heading: WAIRARAPA FIXTURES. xyxy=(1211,250,1424,267)
county-para: It was decided to make a grant of £2 2s to the Royal Humane Society of New Zealand. xyxy=(744,284,960,303)
hockey-subheading: HINTS ON THE GAME. xyxy=(1271,109,1364,118)
masthead-title: THE WAIRARAPA TIMES-AGE, WEDNESDAY, JUNE 15, 1938. xyxy=(664,31,1330,53)
fixtures-subheading: REFEREES FOR SATURDAY. xyxy=(1261,274,1374,284)
bus-timetable-label: TIME-TABLE. xyxy=(1530,1146,1581,1155)
fixture-item: Kia Ora v Kiwi, Lansdowne No. 3, 2.45 p.m.; Messrs Moynahan and Morice. xyxy=(1204,490,1432,509)
martinborough-para: ("Times-Age" Special.) xyxy=(363,466,447,475)
martinborough-para: Ladies' doubles.—Miss Ward and Mrs Turner lost to Mrs Keedwell and Miss Peters 8/11, 11/8, 9/11; Misses Mitchell and Hall beat Mrs Moroney and Miss Vincent 9/11, 11/8, 11/2; Misses Mahood and Collier beat Miss Roydhouse and Nicholls 11/7, 10/11, 11/3. xyxy=(299,561,510,608)
martinborough-para: Combined doubles.—Martin and Miss Ward beat Dwane and Miss Peters 5/15, 15/7, 15/5; Simpson and Miss Mitchell lost to Keedwell and Mrs Keedwell 11/15, 15/10, 14/17; Grant and Mrs Turner lost to Beauchamp and Mrs Moroney 4/15, 7/15; C. Gair and Miss Collier beat Reynolds and Miss Roydhouse 12/15, 15/4, 15/5; McAlpine and Miss Mahood beat Goodwin and Miss Vincent 15/9, 15/5; Beveridge and Miss Hall beat Reynolds and Miss Nicholls. Martinborough won 8 games (364 points) to Carterton's 4 games (291 points). xyxy=(299,611,510,707)
column-2 xyxy=(299,417,510,1932)
bus-phone-row xyxy=(1443,1110,1667,1121)
martinborough-para: Men's doubles.—Simpson and P. Martin beat Dwane and Beauchamp 15/2, 15/12; Grant and McAlpine lost to Keedwell and Dwane 2/15, 4/15; Beveridge and C. Gair beat Goodwin and Reynolds 15/10, 15/9. xyxy=(299,519,510,558)
eketahuna-heading: EKETAHUNA xyxy=(347,728,463,746)
contest-para: Forty gallons of petrol are the first prize in a new, fascinating and simple contest now being promoted for "Times-Age" readers by Messrs Fagan Motors Ltd., Masterton, and Gordon Hughan Ltd., Carterton. The second prize is 20 gallons of petrol—60 gallons in all being given away in this free contest. xyxy=(1204,925,1432,982)
fixture-item: Excelsior, a bye. xyxy=(1214,534,1275,543)
taueru-para: The Clerk, Mr J. C. D. Mackley, said the bridge was thirty-five years old. When the council spent £100 on it two years ago it was estimated that the life of the bridge was 6 to 8 years. It would now appear, however, that there was very little life in it at all. He suggested that an estimate be obtained of the cost of renewing the bridge and that the amount be included in the council's application for a bridge construction loan. xyxy=(1443,255,1667,332)
hockey-subheading-2: GIVEN BY INDIAN PLAYERS. xyxy=(1259,122,1376,131)
headmaster-para: The United Services College was Kipling's school, and Mr Cormell Price became known to readers of "Stalky and Co." The college was transferred to Windsor about 30 years ago and amalgamated with St. Mark's School there. In 1912 it was named the Imperial Service College. Mr Cormell Price's portrait, which is by Mr G. Bunnard, an old boy of the college, now hangs in the hall with that of the Rev. S. Howtrey, the first head of St. Mark's and Mr E. G. A. Beckwith, the first head of the Imperial Service College. xyxy=(1204,764,1432,850)
divider xyxy=(1038,1136,1126,1137)
column-1 xyxy=(104,417,286,1932)
